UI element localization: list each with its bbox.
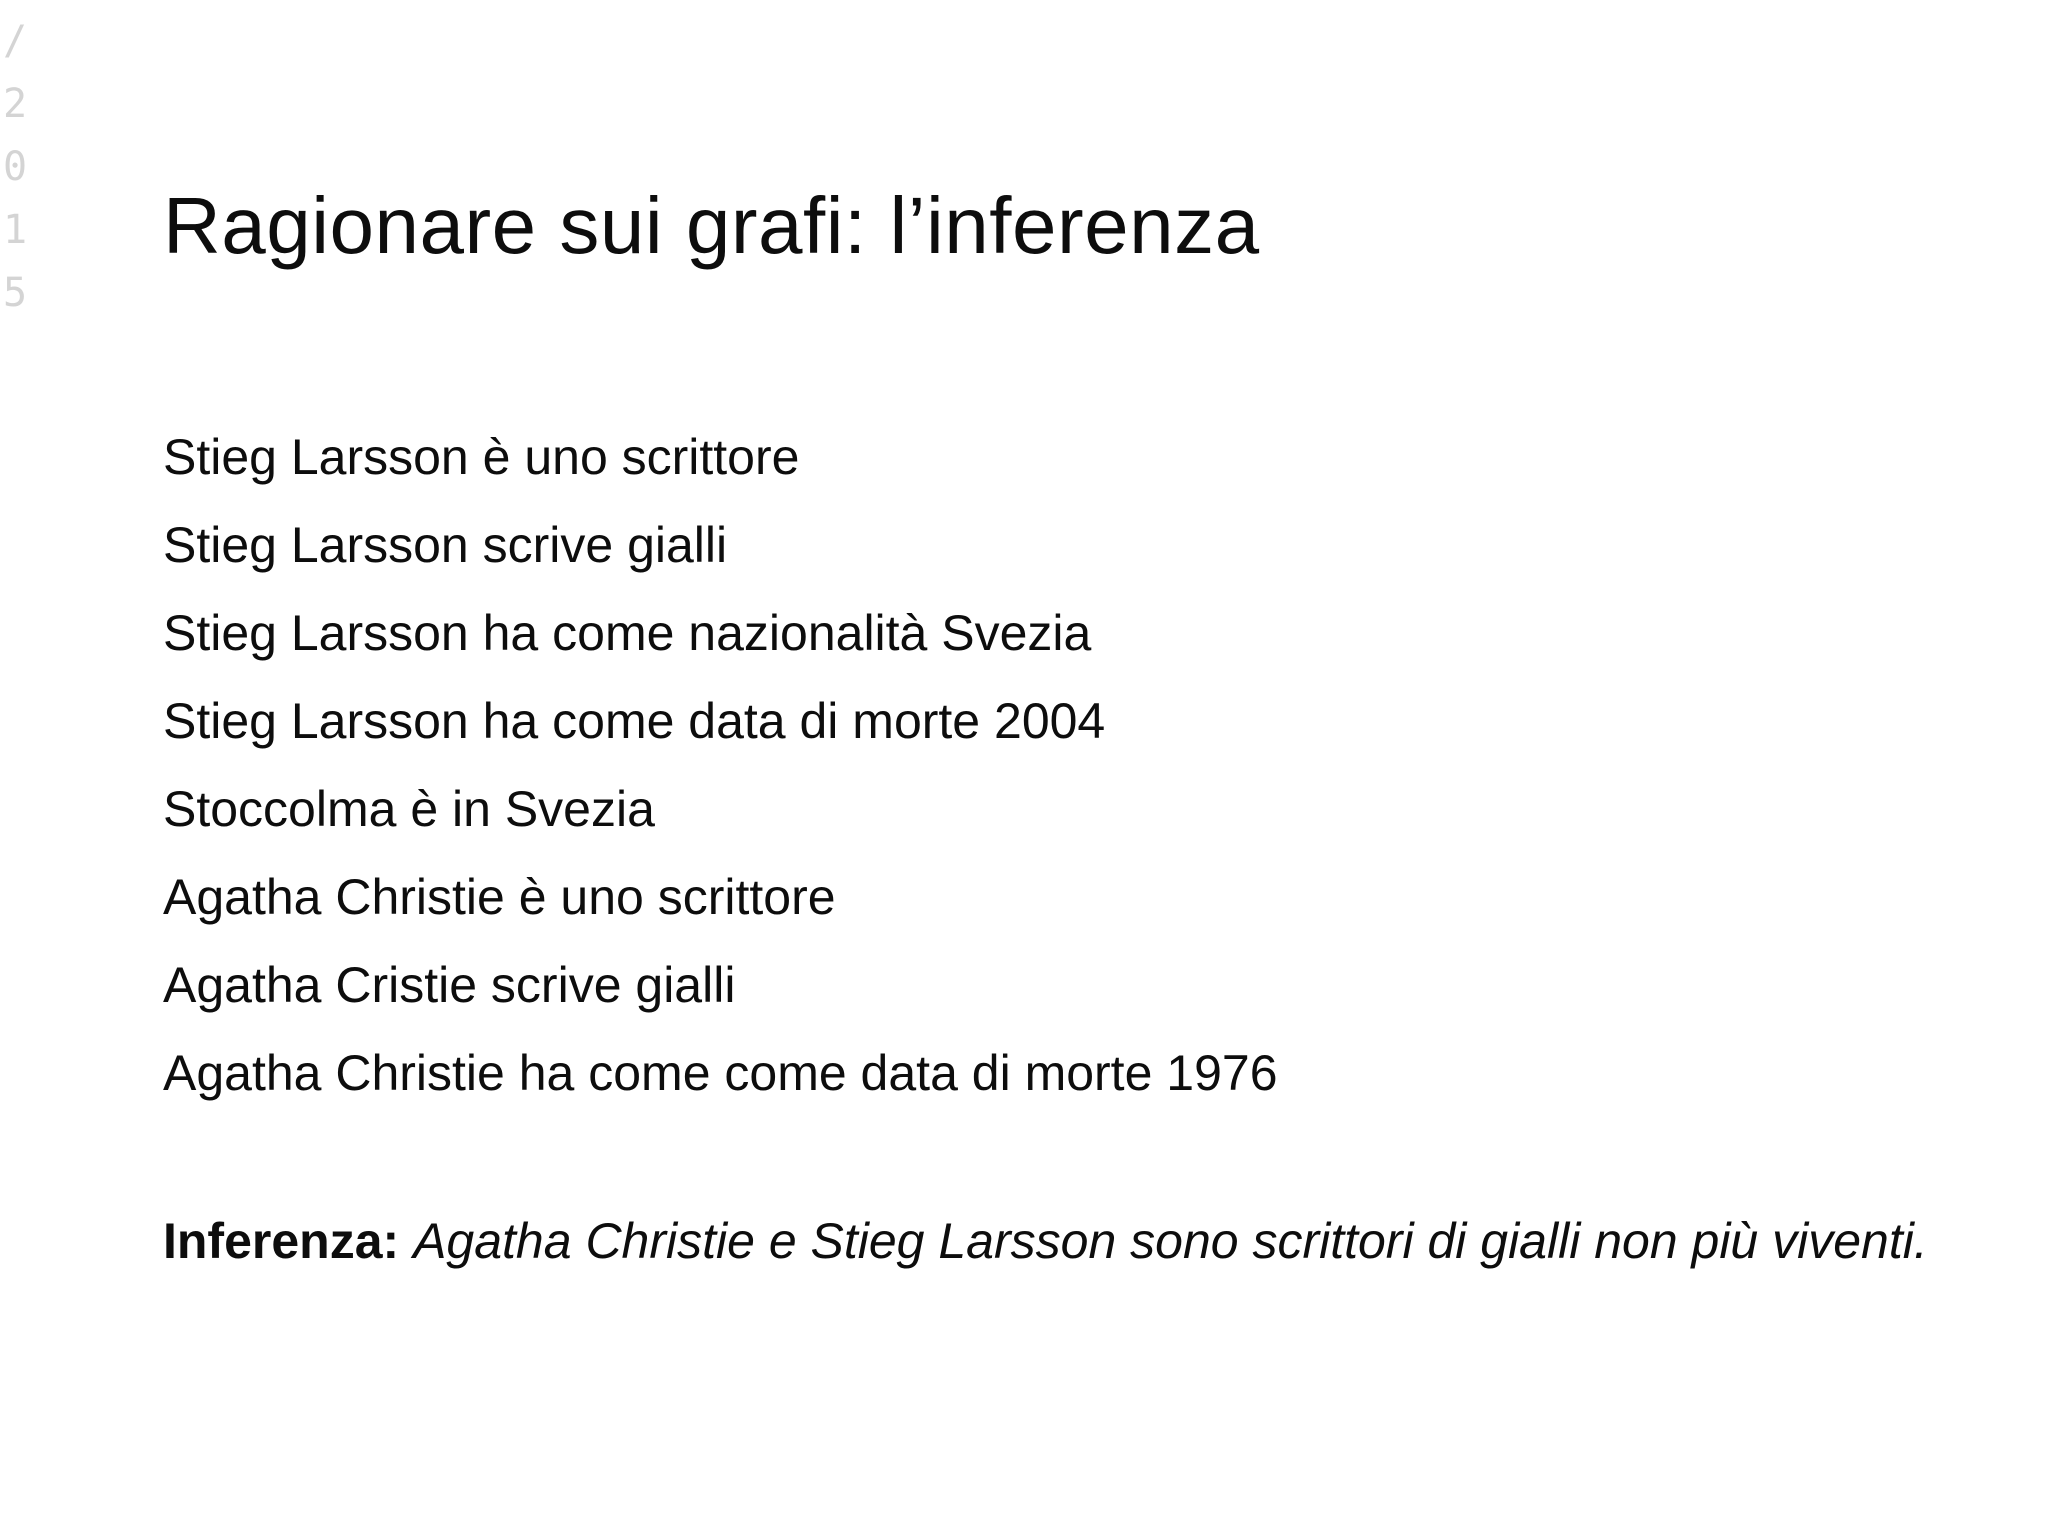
side-year-label — [0, 10, 30, 325]
statement-list — [163, 413, 1278, 1117]
inference-paragraph — [163, 1208, 1983, 1274]
inference-label: Inferenza: — [163, 1213, 400, 1269]
inference-text: Agatha Christie e Stieg Larsson sono scrittori di gialli non più viventi. — [413, 1213, 1928, 1269]
side-year-char: 2 — [2, 81, 28, 127]
side-year-char: 0 — [2, 144, 28, 190]
statement-item: Agatha Cristie scrive gialli — [163, 957, 736, 1013]
statement-item: Stieg Larsson scrive gialli — [163, 517, 728, 573]
slide-title: Ragionare sui grafi: l’inferenza — [163, 181, 1260, 270]
statement-item: Stieg Larsson ha come nazionalità Svezia — [163, 605, 1092, 661]
statement-item: Agatha Christie è uno scrittore — [163, 869, 836, 925]
side-year-char: 1 — [2, 207, 28, 253]
statement-item: Stieg Larsson ha come data di morte 2004 — [163, 693, 1106, 749]
side-year-char: / — [2, 18, 28, 64]
statement-item: Agatha Christie ha come come data di morte 1976 — [163, 1045, 1278, 1101]
statement-item: Stoccolma è in Svezia — [163, 781, 655, 837]
statement-item: Stieg Larsson è uno scrittore — [163, 429, 800, 485]
side-year-char: 5 — [2, 270, 28, 316]
